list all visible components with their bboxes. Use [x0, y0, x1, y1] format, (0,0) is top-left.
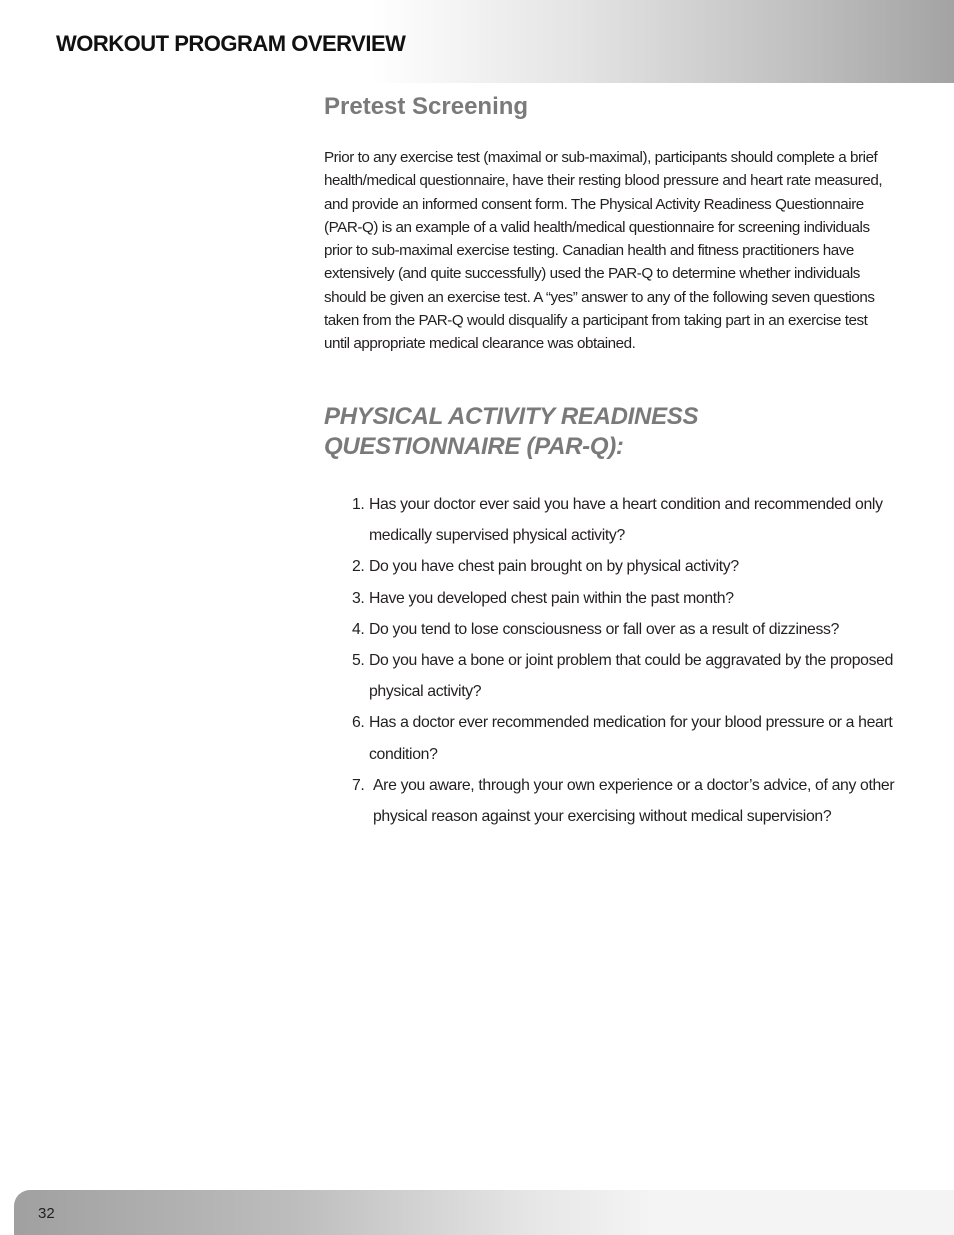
question-number: 3. [352, 589, 365, 607]
parq-question-list [352, 489, 912, 832]
question-number: 2. [352, 558, 365, 576]
question-text: Has your doctor ever said you have a heart condition and recommended only medically supervised physical activity? [369, 496, 883, 545]
parq-question [352, 645, 912, 707]
footer-bar [14, 1190, 954, 1235]
question-number: 7. [352, 776, 365, 794]
parq-question [352, 551, 912, 582]
question-number: 1. [352, 496, 365, 513]
question-text: Do you tend to lose consciousness or fall over as a result of dizziness? [369, 620, 840, 638]
parq-question [352, 707, 912, 769]
page-header-title: WORKOUT PROGRAM OVERVIEW [56, 31, 406, 56]
question-text: Has a doctor ever recommended medication for your blood pressure or a heart condition? [369, 714, 893, 763]
parq-question [352, 489, 912, 551]
question-text: Are you aware, through your own experience or a doctor’s advice, of any other physical reason against your exercising without medical supervision? [373, 776, 895, 826]
question-number: 5. [352, 652, 365, 670]
intro-paragraph: Prior to any exercise test (maximal or sub-maximal), participants should complete a brief health/medical questionnaire, have their resting blood pressure and heart rate measured, and provide an informed consent form. The Physical Activity Readiness Questionnaire (PAR-Q) is an example of a valid health/medical questionnaire for screening individuals prior to sub-maximal exercise testing. Canadian health and fitness practitioners have extensively (and quite successfully) used the PAR-Q to determine whether individuals should be given an exercise test. A “yes” answer to any of the following seven questions taken from the PAR-Q would disqualify a participant from taking part in an exercise test until appropriate medical clearance was obtained. [324, 149, 883, 353]
question-number: 4. [352, 620, 365, 638]
parq-question [352, 770, 912, 832]
question-number: 6. [352, 714, 365, 732]
question-text: Do you have a bone or joint problem that could be aggravated by the proposed physical activity? [369, 652, 894, 701]
parq-title: PHYSICAL ACTIVITY READINESS QUESTIONNAIRE (PAR-Q): [324, 403, 699, 460]
parq-question [352, 614, 912, 645]
page-number: 32 [38, 1205, 55, 1222]
question-text: Have you developed chest pain within the past month? [369, 589, 734, 607]
section-title: Pretest Screening [324, 93, 529, 120]
parq-question [352, 583, 912, 614]
question-text: Do you have chest pain brought on by physical activity? [369, 558, 739, 576]
